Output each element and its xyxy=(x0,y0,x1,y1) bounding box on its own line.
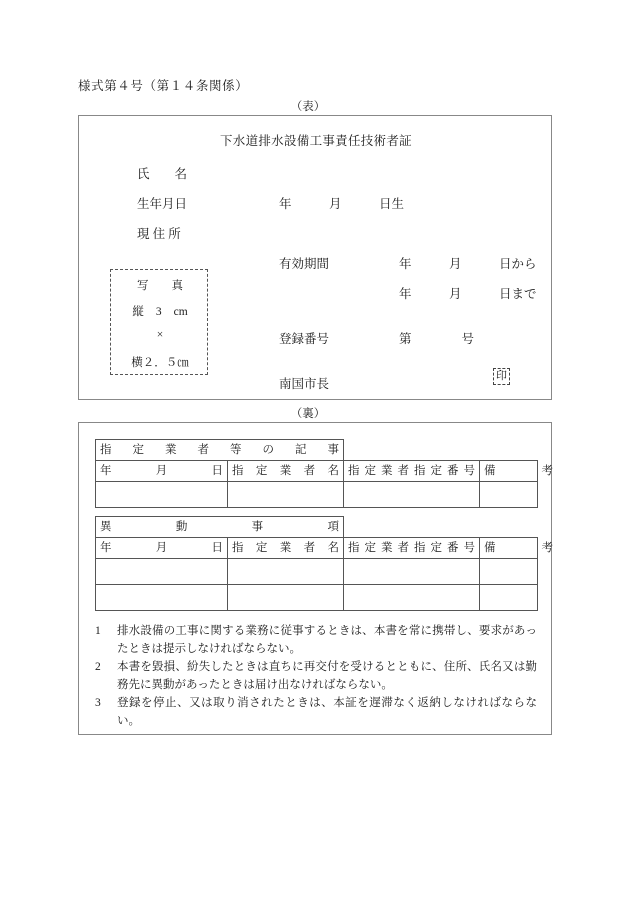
section-header-filler-2 xyxy=(480,440,538,461)
cell-date[interactable] xyxy=(96,482,228,508)
section-title-changes: 異 動 事 項 xyxy=(96,517,344,538)
photo-height-label: 縦 xyxy=(132,306,144,318)
table-column-header-row xyxy=(96,461,538,482)
label-valid-period: 有効期間 xyxy=(279,257,330,271)
label-issuer: 南国市長 xyxy=(279,377,330,391)
photo-times-symbol: × xyxy=(156,329,164,341)
section-header-filler-2 xyxy=(480,517,538,538)
column-header-contractor-number: 指定業者指定番号 xyxy=(344,461,480,482)
label-address: 現 住 所 xyxy=(137,227,181,241)
note-text: 登録を停止、又は取り消されたときは、本証を遅滞なく返納しなければならない。 xyxy=(117,697,537,727)
cell-contractor-name[interactable] xyxy=(228,559,344,585)
cell-contractor-name[interactable] xyxy=(228,585,344,611)
cell-date[interactable] xyxy=(96,559,228,585)
back-side-caption: （裏） xyxy=(290,408,326,420)
certificate-front-box xyxy=(78,115,552,400)
cell-contractor-name[interactable] xyxy=(228,482,344,508)
seal-stamp-box: 印 xyxy=(493,368,510,385)
front-side-caption: （表） xyxy=(290,101,326,113)
note-item xyxy=(95,695,537,730)
table-column-header-row xyxy=(96,538,538,559)
table-section-header-row xyxy=(96,440,538,461)
label-birthdate: 生年月日 xyxy=(137,197,188,211)
column-header-contractor-name: 指 定 業 者 名 xyxy=(228,461,344,482)
label-registration-number: 登録番号 xyxy=(279,332,330,346)
note-text: 排水設備の工事に関する業務に従事するときは、本書を常に携帯し、要求があったときは提示しなければならない。 xyxy=(117,625,537,655)
column-header-contractor-name: 指 定 業 者 名 xyxy=(228,538,344,559)
note-text: 本書を毀損、紛失したときは直ちに再交付を受けるとともに、住所、氏名又は勤務先に異動があったときは届け出なければならない。 xyxy=(117,661,537,691)
cell-remarks[interactable] xyxy=(480,559,538,585)
note-item xyxy=(95,659,537,694)
column-header-contractor-number: 指定業者指定番号 xyxy=(344,538,480,559)
section-header-filler-1 xyxy=(344,440,480,461)
label-name: 氏 名 xyxy=(137,167,188,181)
cell-date[interactable] xyxy=(96,585,228,611)
photo-placeholder-box xyxy=(110,269,208,375)
cell-remarks[interactable] xyxy=(480,585,538,611)
table-row[interactable] xyxy=(96,585,538,611)
value-valid-to-blank: 年 月 日まで xyxy=(399,287,537,301)
section-title-designated: 指定業者等の記事 xyxy=(96,440,344,461)
changes-table xyxy=(95,516,553,611)
column-header-date: 年 月 日 xyxy=(96,538,228,559)
photo-height-value: 3 xyxy=(155,306,162,318)
column-header-date: 年 月 日 xyxy=(96,461,228,482)
photo-height-line xyxy=(111,303,209,319)
note-number: 1 xyxy=(95,625,101,637)
column-header-remarks: 備 考 xyxy=(480,538,538,559)
note-item xyxy=(95,623,537,658)
photo-caption: 写 真 xyxy=(137,280,183,292)
photo-height-unit: cm xyxy=(173,306,188,318)
cell-contractor-number[interactable] xyxy=(344,482,480,508)
cell-remarks[interactable] xyxy=(480,482,538,508)
cell-contractor-number[interactable] xyxy=(344,559,480,585)
photo-width-line: 横２．５㎝ xyxy=(131,357,189,369)
form-number: 様式第４号（第１４条関係） xyxy=(78,79,249,93)
designated-contractor-table xyxy=(95,439,553,508)
table-row[interactable] xyxy=(96,482,538,508)
table-row[interactable] xyxy=(96,559,538,585)
certificate-back-box xyxy=(78,422,552,735)
value-birthdate-blank: 年 月 日生 xyxy=(279,197,405,211)
section-header-filler-1 xyxy=(344,517,480,538)
value-registration-blank: 第 号 xyxy=(399,332,475,346)
value-valid-from-blank: 年 月 日から xyxy=(399,257,537,271)
notes-list xyxy=(95,623,537,731)
table-section-header-row xyxy=(96,517,538,538)
column-header-remarks: 備 考 xyxy=(480,461,538,482)
cell-contractor-number[interactable] xyxy=(344,585,480,611)
note-number: 3 xyxy=(95,697,101,709)
note-number: 2 xyxy=(95,661,101,673)
certificate-title: 下水道排水設備工事責任技術者証 xyxy=(219,134,412,148)
